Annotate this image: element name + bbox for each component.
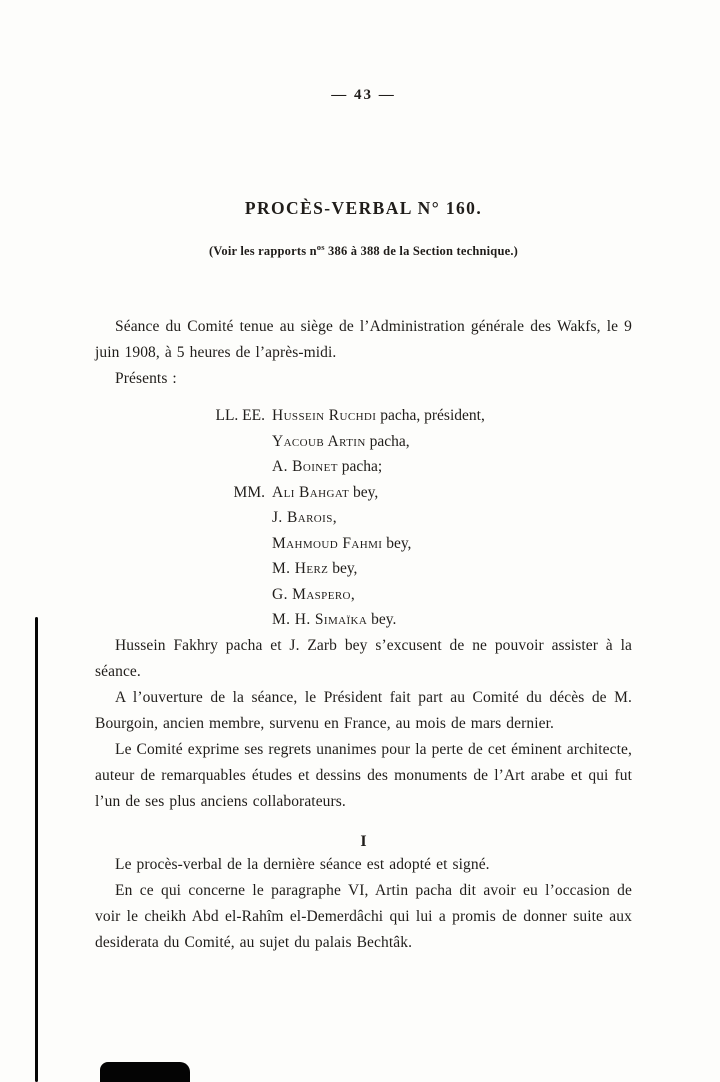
attendee-suffix: pacha, xyxy=(365,432,410,450)
section-heading-roman-numeral: I xyxy=(360,832,367,850)
attendee-row xyxy=(207,531,632,557)
paragraph-regrets: Le Comité exprime ses regrets unanimes pour la perte de cet éminent architecte, auteur de remarquables études et dessins des monuments de l’Art arabe et qui fut l’un de ses plus anciens collaborateurs. xyxy=(95,740,632,810)
attendee-row xyxy=(207,454,632,480)
attendee-row xyxy=(207,556,632,582)
attendee-row xyxy=(207,480,632,506)
paragraph-proces-verbal: Le procès-verbal de la dernière séance est adopté et signé. xyxy=(115,855,490,873)
paragraph-paragraphe-vi: En ce qui concerne le paragraphe VI, Artin pacha dit avoir eu l’occasion de voir le cheikh Abd el-Rahîm el-Demerdâchi qui lui a promis de donner suite aux desiderata du Comité, au sujet du palais Bechtâk. xyxy=(95,881,632,951)
attendee-suffix: pacha, président, xyxy=(376,407,485,425)
paragraph-excuses: Hussein Fakhry pacha et J. Zarb bey s’excusent de ne pouvoir assister à la séance. xyxy=(95,636,632,680)
presents-label: Présents : xyxy=(115,370,177,388)
attendee-row xyxy=(207,429,632,455)
attendee-row xyxy=(207,607,632,633)
attendee-prefix xyxy=(207,429,265,455)
document-title: PROCÈS-VERBAL N° 160. xyxy=(244,198,483,218)
paragraph-seance: Séance du Comité tenue au siège de l’Administration générale des Wakfs, le 9 juin 1908, à 5 heures de l’après-midi. xyxy=(95,318,632,362)
attendee-entry xyxy=(272,429,410,455)
attendee-entry xyxy=(272,582,355,608)
attendee-row xyxy=(207,505,632,531)
attendee-row xyxy=(207,403,632,429)
attendee-entry xyxy=(272,556,357,582)
attendee-suffix: pacha; xyxy=(337,458,383,476)
attendee-suffix: bey, xyxy=(349,483,379,501)
subtitle-superscript: os xyxy=(316,242,325,252)
attendee-name: Hussein Ruchdi xyxy=(272,407,377,425)
attendee-name: J. Barois xyxy=(272,509,333,527)
attendee-suffix: bey, xyxy=(382,534,412,552)
attendee-entry xyxy=(272,403,485,429)
attendee-suffix: bey, xyxy=(328,560,358,578)
subtitle-text-start: (Voir les rapports n xyxy=(208,244,317,259)
attendee-prefix: LL. EE. xyxy=(215,407,265,425)
attendee-suffix: , xyxy=(332,509,337,527)
attendees-list xyxy=(207,403,632,633)
attendee-name: Ali Bahgat xyxy=(272,483,350,501)
attendee-name: A. Boinet xyxy=(272,458,338,476)
attendee-entry xyxy=(272,607,396,633)
subtitle-text-end: 386 à 388 de la Section technique.) xyxy=(324,244,519,259)
attendee-suffix: bey. xyxy=(367,611,397,629)
attendee-entry xyxy=(272,454,382,480)
attendee-suffix: , xyxy=(350,585,355,603)
attendee-entry xyxy=(272,531,411,557)
paragraph-ouverture: A l’ouverture de la séance, le Président fait part au Comité du décès de M. Bourgoin, ancien membre, survenu en France, au mois de mars dernier. xyxy=(95,688,632,732)
attendee-prefix xyxy=(207,556,265,582)
attendee-name: Yacoub Artin xyxy=(272,432,366,450)
attendee-row xyxy=(207,582,632,608)
scan-artifact-left-line xyxy=(35,617,38,1082)
text-column xyxy=(95,0,632,956)
attendee-prefix xyxy=(207,454,265,480)
attendee-prefix xyxy=(207,607,265,633)
attendee-name: Mahmoud Fahmi xyxy=(272,534,383,552)
attendee-prefix xyxy=(207,531,265,557)
attendee-name: M. Herz xyxy=(272,560,329,578)
page-number: — 43 — xyxy=(331,87,396,103)
attendee-prefix xyxy=(207,582,265,608)
attendee-name: G. Maspero xyxy=(272,585,351,603)
scan-artifact-bottom-blot xyxy=(100,1062,190,1082)
attendee-entry xyxy=(272,480,378,506)
attendee-name: M. H. Simaïka xyxy=(272,611,368,629)
document-subtitle xyxy=(95,239,632,260)
attendee-entry xyxy=(272,505,337,531)
attendee-prefix xyxy=(207,505,265,531)
attendee-prefix: MM. xyxy=(233,483,265,501)
